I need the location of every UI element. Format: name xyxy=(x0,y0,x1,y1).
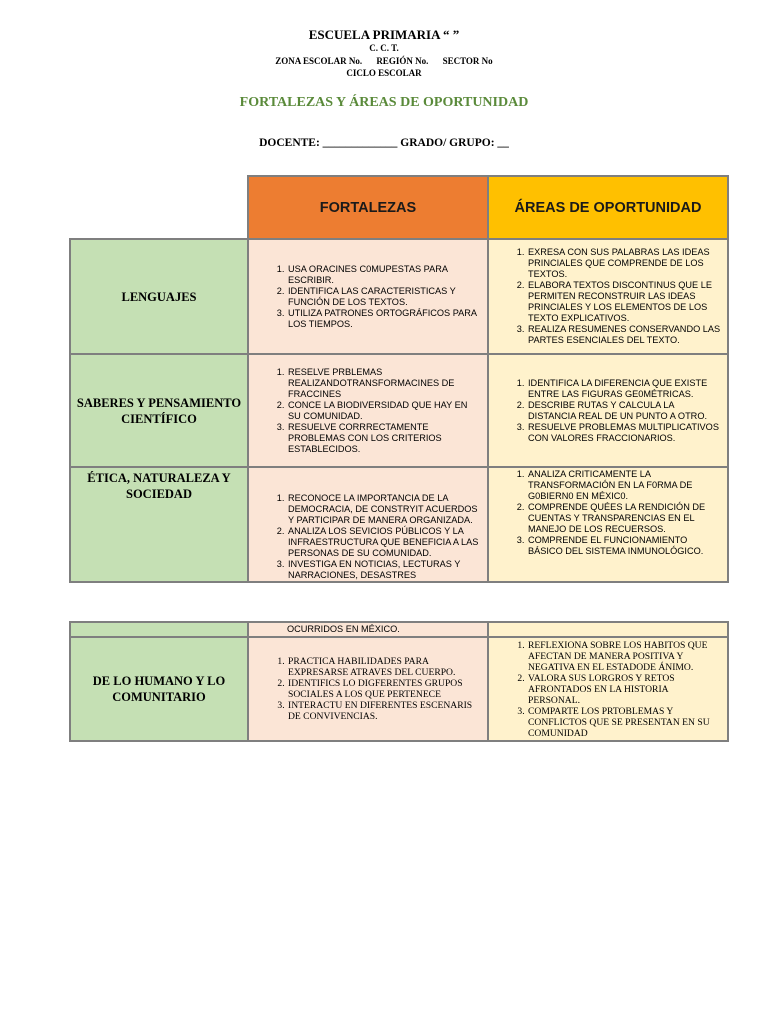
category-saberes: SABERES Y PENSAMIENTO CIENTÍFICO xyxy=(70,354,248,467)
fortalezas-cell xyxy=(248,637,488,741)
fortalezas-list xyxy=(249,367,487,455)
areas-cell xyxy=(488,239,728,354)
list-item: 3. INTERACTU EN DIFERENTES ESCENARIS DE CONVIVENCIAS. xyxy=(287,700,481,722)
category-humano: DE LO HUMANO Y LO COMUNITARIO xyxy=(70,637,248,741)
list-item: 2. CONCE LA BIODIVERSIDAD QUE HAY EN SU COMUNIDAD. xyxy=(287,400,481,422)
continuation-table xyxy=(69,621,729,742)
fortalezas-list xyxy=(249,264,487,330)
list-item: 3. RESUELVE CORRRECTAMENTE PROBLEMAS CON LOS CRITERIOS ESTABLECIDOS. xyxy=(287,422,481,455)
zone-line xyxy=(0,56,768,66)
areas-cell xyxy=(488,354,728,467)
list-item: 1. IDENTIFICA LA DIFERENCIA QUE EXISTE ENTRE LAS FIGURAS GE0MÉTRICAS. xyxy=(527,378,721,400)
list-item: 3. COMPARTE LOS PRTOBLEMAS Y CONFLICTOS QUE SE PRESENTAN EN SU COMUNIDAD xyxy=(527,706,721,739)
list-item: 1. REFLEXIONA SOBRE LOS HABITOS QUE AFECTAN DE MANERA POSITIVA Y NEGATIVA EN EL ESTADODE ÁNIMO. xyxy=(527,640,721,673)
list-item: 2. IDENTIFICA LAS CARACTERISTICAS Y FUNCIÓN DE LOS TEXTOS. xyxy=(287,286,481,308)
sector-label: SECTOR No xyxy=(442,56,493,66)
list-item: 3. INVESTIGA EN NOTICIAS, LECTURAS Y NARRACIONES, DESASTRES xyxy=(287,559,481,581)
fortalezas-list xyxy=(249,656,487,722)
areas-list xyxy=(489,640,727,739)
school-name: ESCUELA PRIMARIA “ ” xyxy=(308,27,460,42)
fortalezas-header: FORTALEZAS xyxy=(248,176,488,239)
fortalezas-cell xyxy=(248,354,488,467)
list-item: 3. UTILIZA PATRONES ORTOGRÁFICOS PARA LOS TIEMPOS. xyxy=(287,308,481,330)
cct-label: C. C. T. xyxy=(369,43,399,53)
fortalezas-list xyxy=(249,493,487,581)
list-item: 1. EXRESA CON SUS PALABRAS LAS IDEAS PRINCIALES QUE COMPRENDE DE LOS TEXTOS. xyxy=(527,247,721,280)
continuation-text: OCURRIDOS EN MÉXICO. xyxy=(287,624,400,634)
list-item: 2. ELABORA TEXTOS DISCONTINUS QUE LE PERMITEN RECONSTRUIR LAS IDEAS PRINCIALES Y LOS ELEMENTOS DE LOS TEXTO EXPLICATIVOS. xyxy=(527,280,721,324)
areas-list xyxy=(489,469,727,557)
areas-cell xyxy=(488,467,728,582)
list-item: 1. ANALIZA CRITICAMENTE LA TRANSFORMACIÓN EN LA F0RMA DE G0BIERN0 EN MÉXIC0. xyxy=(527,469,721,502)
page-title: FORTALEZAS Y ÁREAS DE OPORTUNIDAD xyxy=(239,95,529,110)
ciclo-label: CICLO ESCOLAR xyxy=(346,68,422,78)
areas-list xyxy=(489,378,727,444)
list-item: 2. ANALIZA LOS SEVICIOS PÚBLICOS Y LA INFRAESTRUCTURA QUE BENEFICIA A LAS PERSONAS DE SU COMUNIDAD. xyxy=(287,526,481,559)
main-table xyxy=(69,175,729,583)
list-item: 3. REALIZA RESUMENES CONSERVANDO LAS PARTES ESENCIALES DEL TEXTO. xyxy=(527,324,721,346)
category-etica: ÉTICA, NATURALEZA Y SOCIEDAD xyxy=(70,467,248,582)
list-item: 1. PRACTICA HABILIDADES PARA EXPRESARSE ATRAVES DEL CUERPO. xyxy=(287,656,481,678)
docente-line: DOCENTE: _____________ GRADO/ GRUPO: __ xyxy=(259,137,509,149)
category-lenguajes: LENGUAJES xyxy=(70,239,248,354)
list-item: 3. RESUELVE PROBLEMAS MULTIPLICATIVOS CON VALORES FRACCIONARIOS. xyxy=(527,422,721,444)
list-item: 2. VALORA SUS LORGROS Y RETOS AFRONTADOS EN LA HISTORIA PERSONAL. xyxy=(527,673,721,706)
list-item: 1. USA ORACINES C0MUPESTAS PARA ESCRIBIR. xyxy=(287,264,481,286)
header-blank-cell xyxy=(70,176,248,239)
list-item: 1. RESELVE PRBLEMAS REALIZANDOTRANSFORMACINES DE FRACCINES xyxy=(287,367,481,400)
list-item: 3. COMPRENDE EL FUNCIONAMIENTO BÁSICO DEL SISTEMA INMUNOLÓGICO. xyxy=(527,535,721,557)
fortalezas-cell xyxy=(248,467,488,582)
zona-label: ZONA ESCOLAR No. xyxy=(275,56,363,66)
list-item: 2. DESCRIBE RUTAS Y CALCULA LA DISTANCIA REAL DE UN PUNTO A OTRO. xyxy=(527,400,721,422)
list-item: 1. RECONOCE LA IMPORTANCIA DE LA DEMOCRACIA, DE CONSTRYIT ACUERDOS Y PARTICIPAR DE MANERA ORGANIZADA. xyxy=(287,493,481,526)
continuation-areas-cell xyxy=(488,622,728,637)
areas-header: ÁREAS DE OPORTUNIDAD xyxy=(488,176,728,239)
fortalezas-cell xyxy=(248,239,488,354)
list-item: 2. IDENTIFICS LO DIGFERENTES GRUPOS SOCIALES A LOS QUE PERTENECE xyxy=(287,678,481,700)
list-item: 2. COMPRENDE QUÉES LA RENDICIÓN DE CUENTAS Y TRANSPARENCIAS EN EL MANEJO DE LOS RECUERSOS. xyxy=(527,502,721,535)
areas-list xyxy=(489,247,727,346)
areas-cell xyxy=(488,637,728,741)
region-label: REGIÓN No. xyxy=(376,56,429,66)
continuation-fortalezas-cell xyxy=(248,622,488,637)
continuation-category-cell xyxy=(70,622,248,637)
